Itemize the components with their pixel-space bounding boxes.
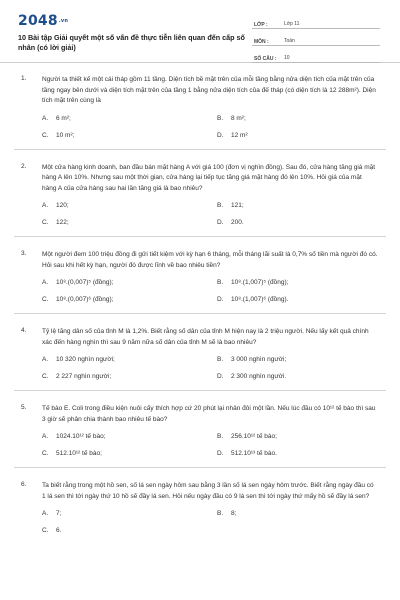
option-letter: A. — [42, 202, 49, 209]
option-text: 10⁸.(1,007)⁶ (đồng). — [231, 296, 289, 303]
answer-option-c[interactable] — [42, 450, 217, 457]
question-text: Tỷ lệ tăng dân số của tỉnh M là 1,2%. Biết rằng số dân của tỉnh M hiện nay là 2 triệu người. Nếu lấy kết quả chính xác đến hàng nghìn thì sau 9 năm nữa số dân của tỉnh M sẽ là bao nhiêu? — [42, 328, 369, 346]
answer-option-b[interactable] — [217, 510, 392, 517]
meta-subject-row — [252, 31, 380, 46]
question-text: Một người đem 100 triệu đồng đi gửi tiết kiệm với kỳ hạn 6 tháng, mỗi tháng lãi suất là 0,7% số tiền mà người đó có. Hỏi sau khi hết kỳ hạn, người đó được lĩnh về bao nhiêu tiền? — [42, 251, 378, 269]
question-number: 6. — [21, 481, 27, 488]
answer-options — [42, 433, 378, 457]
question-divider — [14, 236, 386, 237]
option-text: 200. — [231, 219, 244, 226]
answer-option-a[interactable] — [42, 115, 217, 122]
option-letter: D. — [217, 296, 224, 303]
question-5 — [0, 404, 400, 457]
answer-option-a[interactable] — [42, 433, 217, 440]
option-letter: C. — [42, 373, 49, 380]
option-text: 10⁸.(1,007)⁵ (đồng); — [231, 279, 289, 286]
document-title: 10 Bài tập Giải quyết một số vấn đề thực tiễn liên quan đến cấp số nhân (có lời giải) — [18, 33, 245, 52]
answer-option-c[interactable] — [42, 219, 217, 226]
answer-option-d[interactable] — [217, 450, 392, 457]
question-number: 3. — [21, 250, 27, 257]
option-text: 10 320 nghìn người; — [56, 356, 115, 363]
option-text: 256.10¹² tế bào; — [231, 433, 277, 440]
option-text: 6 m²; — [56, 114, 71, 122]
option-text: 8; — [231, 510, 237, 517]
option-text: 512.10¹² tế bào; — [56, 450, 102, 457]
meta-subject-label: MÔN : — [254, 39, 269, 45]
answer-option-c[interactable] — [42, 296, 217, 303]
answer-option-d[interactable] — [217, 132, 392, 139]
option-text: 10⁸.(0,007)⁵ (đồng); — [56, 279, 114, 286]
page-header — [0, 0, 400, 63]
answer-option-a[interactable] — [42, 510, 217, 517]
meta-class-value: Lớp 11 — [284, 21, 300, 27]
answer-option-d[interactable] — [217, 219, 392, 226]
answer-options — [42, 202, 378, 226]
logo-suffix: .vn — [58, 18, 69, 24]
meta-count-value: 10 — [284, 55, 290, 61]
answer-option-c[interactable] — [42, 527, 217, 534]
option-letter: A. — [42, 279, 49, 286]
option-text: 512.10¹³ tế bào. — [231, 450, 277, 457]
question-divider — [14, 467, 386, 468]
answer-option-c[interactable] — [42, 132, 217, 139]
answer-option-b[interactable] — [217, 202, 392, 209]
option-letter: B. — [217, 202, 224, 209]
question-text: Tế bào E. Coli trong điều kiện nuôi cấy thích hợp cứ 20 phút lại nhân đôi một lần. Nếu lúc đầu có 10¹² tế bào thì sau 3 giờ sẽ phân chia thành bao nhiêu tế bào? — [42, 405, 376, 423]
option-text: 7; — [56, 510, 62, 517]
option-text: 12 m² — [231, 131, 248, 139]
option-text: 121; — [231, 202, 244, 209]
answer-options — [42, 510, 378, 534]
option-letter: D. — [217, 373, 224, 380]
option-letter: C. — [42, 527, 49, 534]
meta-subject-value: Toán — [284, 38, 295, 44]
option-letter: C. — [42, 450, 49, 457]
question-number: 2. — [21, 162, 27, 170]
option-text: 3 000 nghìn người; — [231, 356, 287, 363]
option-letter: A. — [42, 510, 49, 517]
option-letter: B. — [217, 356, 224, 363]
question-2 — [0, 163, 400, 227]
answer-options — [42, 356, 378, 380]
question-divider — [14, 390, 386, 391]
meta-class-row — [252, 14, 380, 29]
option-letter: B. — [217, 279, 224, 286]
answer-option-b[interactable] — [217, 279, 392, 286]
site-logo[interactable] — [18, 13, 68, 29]
answer-options — [42, 115, 378, 139]
meta-class-label: LỚP : — [254, 22, 268, 28]
option-letter: C. — [42, 219, 49, 226]
answer-option-a[interactable] — [42, 279, 217, 286]
answer-options — [42, 279, 378, 303]
option-text: 10⁸.(0,007)⁶ (đồng); — [56, 296, 114, 303]
option-letter: C. — [42, 296, 49, 303]
option-letter: A. — [42, 433, 49, 440]
option-text: 1024.10¹² tế bào; — [56, 433, 106, 440]
option-letter: C. — [42, 131, 49, 139]
option-letter: A. — [42, 114, 49, 122]
answer-option-b[interactable] — [217, 356, 392, 363]
question-number: 4. — [21, 327, 27, 334]
question-list — [0, 75, 400, 534]
question-1 — [0, 75, 400, 139]
logo-text: 2048 — [18, 13, 58, 29]
question-text: Ta biết rằng trong một hồ sen, số lá sen ngày hôm sau bằng 3 lần số lá sen ngày hôm trước. Biết rằng ngày đầu có 1 lá sen thì tới ngày thứ 10 hồ sẽ đầy lá sen. Hỏi nếu ngày đầu có 9 lá sen thì tới ngày thứ mấy hồ sẽ đầy lá sen? — [42, 482, 374, 500]
answer-option-b[interactable] — [217, 115, 392, 122]
question-text: Một cửa hàng kinh doanh, ban đầu bán mặt hàng A với giá 100 (đơn vị nghìn đồng). Sau đó, cửa hàng tăng giá mặt hàng A lên 10%. Nhưng sau một thời gian, cửa hàng lại tiếp tục tăng giá mặt hàng đó lên 10%. Hỏi giá của mặt hàng A của cửa hàng sau hai lần tăng giá là bao nhiêu? — [42, 163, 376, 192]
option-letter: A. — [42, 356, 49, 363]
option-text: 8 m²; — [231, 114, 246, 122]
answer-option-c[interactable] — [42, 373, 217, 380]
question-divider — [14, 313, 386, 314]
option-letter: D. — [217, 219, 224, 226]
question-4 — [0, 327, 400, 380]
option-text: 2 300 nghìn người. — [231, 373, 287, 380]
option-text: 10 m²; — [56, 131, 75, 139]
document-meta — [252, 14, 380, 65]
question-number: 5. — [21, 404, 27, 411]
answer-option-b[interactable] — [217, 433, 392, 440]
option-text: 122; — [56, 219, 69, 226]
meta-count-row — [252, 48, 380, 63]
answer-option-d[interactable] — [217, 373, 392, 380]
option-text: 6. — [56, 527, 62, 534]
option-letter: B. — [217, 510, 224, 517]
question-text: Người ta thiết kế một cái tháp gồm 11 tầng. Diện tích bề mặt trên của mỗi tầng bằng nửa diện tích của mặt trên của tầng ngay bên dưới và diện tích mặt trên của tầng 1 bằng nửa diện tích của đế tháp (có diện tích là 12 288m²). Diện tích mặt trên cùng là — [42, 76, 376, 104]
question-3 — [0, 250, 400, 303]
answer-option-d[interactable] — [217, 296, 392, 303]
option-text: 120; — [56, 202, 69, 209]
answer-option-a[interactable] — [42, 202, 217, 209]
answer-option-a[interactable] — [42, 356, 217, 363]
question-divider — [14, 149, 386, 150]
question-number: 1. — [21, 75, 27, 82]
option-letter: B. — [217, 114, 224, 122]
meta-count-label: SỐ CÂU : — [254, 56, 277, 62]
question-6 — [0, 481, 400, 534]
option-text: 2 227 nghìn người; — [56, 373, 112, 380]
option-letter: B. — [217, 433, 224, 440]
option-letter: D. — [217, 450, 224, 457]
option-letter: D. — [217, 131, 224, 139]
